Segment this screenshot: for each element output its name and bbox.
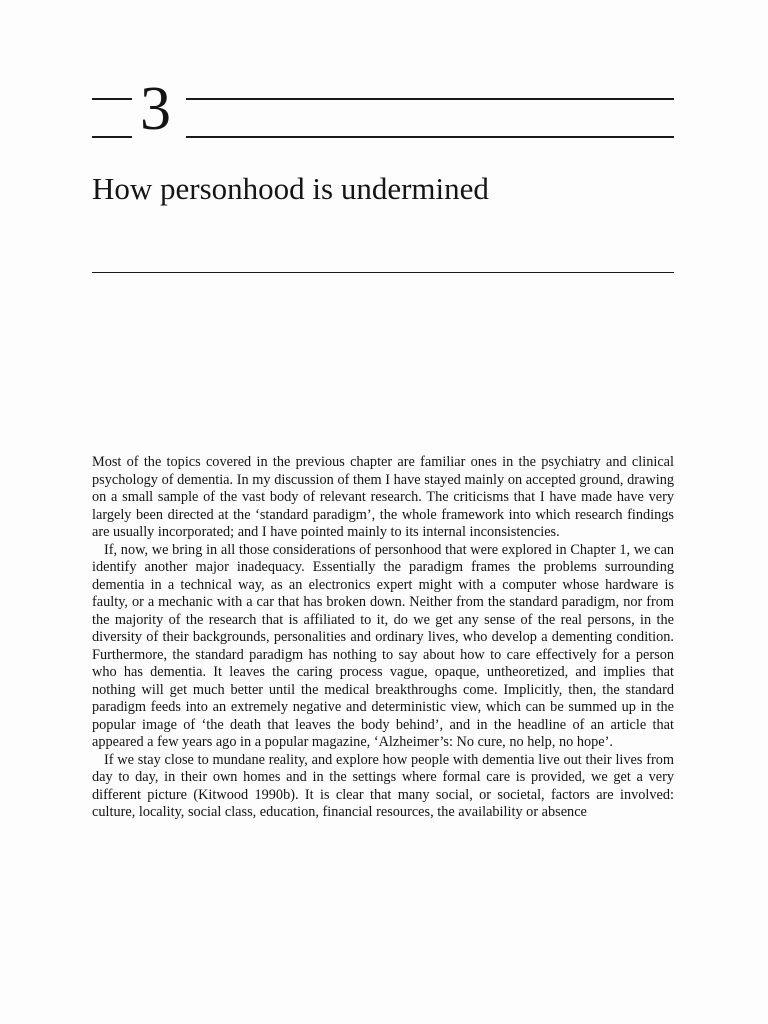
paragraph: If, now, we bring in all those considerations of personhood that were explored in Chapter 1, we can identify another major inadequacy. Essentially the paradigm frames the problems surrounding dementia in a technical way, as an electronics expert might with a computer whose hardware is faulty, or a mechanic with a car that has broken down. Neither from the standard paradigm, nor from the majority of the research that is affiliated to it, do we get any sense of the real persons, in the diversity of their backgrounds, personalities and ordinary lives, who develop a dementing condition. Furthermore, the standard paradigm has nothing to say about how to care effectively for a person who has dementia. It leaves the caring process vague, opaque, untheoretized, and implies that nothing will get much better until the medical breakthroughs come. Implicitly, then, the standard paradigm feeds into an extremely negative and deterministic view, which can be summed up in the popular image of ‘the death that leaves the body behind’, and in the headline of an article that appeared a few years ago in a popular magazine, ‘Alzheimer’s: No cure, no help, no hope’. bbox=[92, 541, 674, 750]
paragraph: If we stay close to mundane reality, and explore how people with dementia live out their lives from day to day, in their own homes and in the settings where formal care is provided, we get a very different picture (Kitwood 1990b). It is clear that many social, or societal, factors are involved: culture, locality, social class, education, financial resources, the availability or absence bbox=[92, 751, 674, 820]
chapter-rule-left-top bbox=[92, 98, 132, 100]
chapter-rule-right-top bbox=[186, 98, 674, 100]
chapter-title: How personhood is undermined bbox=[92, 171, 489, 206]
title-underline-rule bbox=[92, 272, 674, 273]
paragraph: Most of the topics covered in the previous chapter are familiar ones in the psychiatry and clinical psychology of dementia. In my discussion of them I have stayed mainly on accepted ground, drawing on a small sample of the vast body of relevant research. The criticisms that I have made have very largely been directed at the ‘standard paradigm’, the whole framework into which research findings are usually incorporated; and I have pointed mainly to its internal inconsistencies. bbox=[92, 454, 674, 540]
chapter-rule-right-bottom bbox=[186, 136, 674, 138]
body-text bbox=[92, 454, 674, 822]
chapter-rule-left-bottom bbox=[92, 136, 132, 138]
chapter-number: 3 bbox=[140, 75, 171, 143]
